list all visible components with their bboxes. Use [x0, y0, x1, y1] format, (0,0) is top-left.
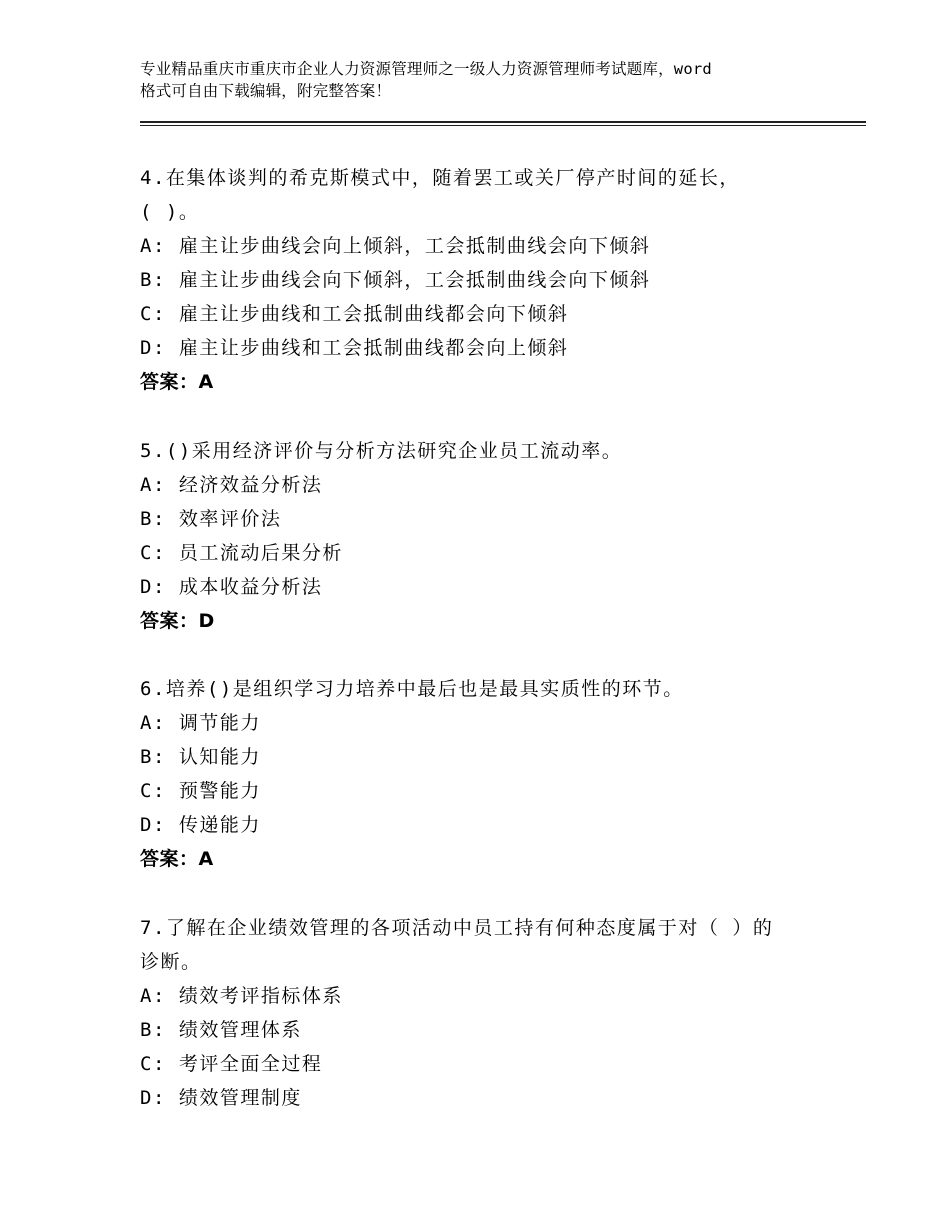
answer-key: 答案：A: [140, 371, 214, 393]
answer-key: 答案：A: [140, 848, 214, 870]
question-stem: 5.()采用经济评价与分析方法研究企业员工流动率。: [140, 440, 623, 462]
option-c: C: 预警能力: [140, 780, 261, 802]
question-stem: 7.了解在企业绩效管理的各项活动中员工持有何种态度属于对（ ）的: [140, 917, 774, 939]
question-stem: 4.在集体谈判的希克斯模式中，随着罢工或关厂停产时间的延长，: [140, 167, 740, 189]
option-d: D: 绩效管理制度: [140, 1087, 302, 1109]
question-stem-cont: ( )。: [140, 201, 200, 223]
option-b: B: 效率评价法: [140, 508, 282, 530]
answer-key: 答案：D: [140, 610, 215, 632]
header-line-2: 格式可自由下载编辑，附完整答案！: [140, 82, 392, 100]
option-d: D: 传递能力: [140, 814, 261, 836]
option-c: C: 员工流动后果分析: [140, 542, 343, 564]
option-a: A: 绩效考评指标体系: [140, 985, 343, 1007]
question-stem-cont: 诊断。: [140, 951, 202, 973]
option-b: B: 雇主让步曲线会向下倾斜，工会抵制曲线会向下倾斜: [140, 269, 651, 291]
document-header: [140, 58, 830, 102]
question-6: [140, 672, 860, 876]
question-4: [140, 161, 860, 399]
header-divider-thin: [140, 125, 866, 126]
question-5: [140, 434, 860, 638]
option-d: D: 成本收益分析法: [140, 576, 323, 598]
option-a: A: 调节能力: [140, 712, 261, 734]
option-a: A: 雇主让步曲线会向上倾斜，工会抵制曲线会向下倾斜: [140, 235, 651, 257]
option-c: C: 雇主让步曲线和工会抵制曲线都会向下倾斜: [140, 303, 569, 325]
option-d: D: 雇主让步曲线和工会抵制曲线都会向上倾斜: [140, 337, 569, 359]
option-b: B: 认知能力: [140, 746, 261, 768]
question-stem: 6.培养()是组织学习力培养中最后也是最具实质性的环节。: [140, 678, 684, 700]
option-b: B: 绩效管理体系: [140, 1019, 302, 1041]
question-7: [140, 911, 860, 1115]
header-line-1: 专业精品重庆市重庆市企业人力资源管理师之一级人力资源管理师考试题库，word: [140, 60, 712, 78]
option-c: C: 考评全面全过程: [140, 1053, 323, 1075]
option-a: A: 经济效益分析法: [140, 474, 323, 496]
header-divider-thick: [140, 121, 866, 123]
